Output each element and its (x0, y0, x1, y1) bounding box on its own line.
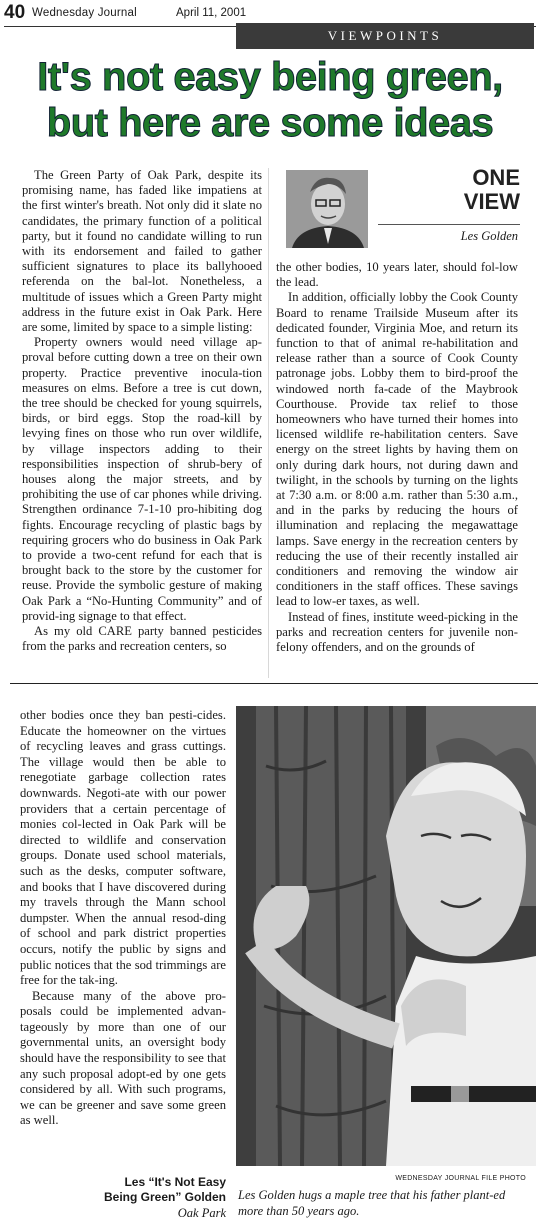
paragraph: As my old CARE party banned pesticides from the parks and recreation centers, so (22, 624, 262, 654)
one-view-label (430, 166, 520, 214)
author-town: Oak Park (177, 1206, 226, 1220)
author-signature (90, 1175, 226, 1205)
article-column-right (276, 260, 518, 655)
column-divider (268, 168, 269, 678)
tree-hug-photo (236, 706, 536, 1166)
paragraph: In addition, officially lobby the Cook County Board to rename Trailside Museum after its dedicated founder, Virginia Moe, and return its function to that of animal re-habilitation and release rather than a source of Cook County patronage jobs. Lobby them to bird-proof the windowed north fa-cade of the Maybrook Courthouse. Provide tax relief to those homeowners who have turned their homes into licensed wildlife re-habilitation centers. Save energy on the street lights by having them on only during dark hours, not during dawn and twilight, in the schools by turning on the lights at 7:30 a.m. or 8:00 a.m. rather than 5:30 a.m., and in the parks by reducing the hours of illumination and replacing the megawattage lamps. Save energy in the recreation centers by reducing the use of their recently installed air conditioners and removing the window air conditioners in the staff offices. These savings lead to low-er taxes, as well. (276, 290, 518, 609)
byline: Les Golden (460, 229, 518, 243)
one-view-line-1: ONE (472, 165, 520, 190)
publication-date: April 11, 2001 (176, 7, 247, 19)
section-banner: VIEWPOINTS (236, 23, 534, 49)
byline-rule (378, 224, 520, 225)
signature-line-1: Les “It's Not Easy (124, 1175, 226, 1189)
one-view-line-2: VIEW (463, 189, 520, 214)
paragraph: other bodies once they ban pesti-cides. Educate the homeowner on the virtues of recycling leaves and grass cuttings. The village would then be able to renegotiate garbage collection rates downwards. Negoti-ate with our power providers that a certain percentage of monies col-lected in Oak Park will be directed to wildlife and conservation groups. Donate used school materials, such as the desks, computer software, and books that I have discovered during my travels through the Mann school dumpster. When the annual resod-ding of school and park district properties occurs, notify the public by signs and public notices that the sod trimmings are free for the tak-ing. (20, 708, 226, 988)
article-column-bottom (20, 708, 226, 1129)
paragraph: Instead of fines, institute weed-picking in the parks and recreation centers for juvenile non-felony offenders, and on the grounds of (276, 609, 518, 655)
headline (6, 54, 534, 146)
page-number: 40 (4, 2, 26, 23)
paragraph: the other bodies, 10 years later, should fol-low the lead. (276, 260, 518, 290)
signature-line-2: Being Green” Golden (103, 1190, 226, 1204)
publication-name: Wednesday Journal (32, 7, 137, 19)
paragraph: Property owners would need village ap-proval before cutting down a tree on their own property. Practice preventive inocula-tion measures on elms. Before a tree is cut down, the tree should be checked for young squirrels, birds, or bird eggs. Stop the road-kill by levying fines on those who run over wildlife, by village inspectors adding to their responsibilities inspection of shrub-bery of houses along the major streets, and by prohibiting the use of car phones while driving. Strengthen ordinance 7-1-10 pro-hibiting dog fights. Encourage recycling of plastic bags by requiring grocers who do business in Oak Park to provide a two-cent refund for each that is brought back to the store by the customer for reuse. Provide the symbolic gesture of making Oak Park a “No-Hunting Community” and of provid-ing signage to that effect. (22, 335, 262, 623)
headline-line-2: but here are some ideas (46, 101, 494, 145)
masthead (4, 4, 534, 22)
paragraph: The Green Party of Oak Park, despite its promising name, has faded like impatiens at the first winter's breath. Not only did it slate no candidates, the primary function of a political party, but it found no candidate willing to run with its endorsement and failed to gather sufficient signatures to place its ballyhooed referenda on the bal-lot. Nonetheless, a multitude of issues which a Green Party might address in the future exist in Oak Park. Here are some, limited by space to a simple listing: (22, 168, 262, 335)
article-column-left (22, 168, 262, 655)
photo-caption: Les Golden hugs a maple tree that his father plant-ed more than 50 years ago. (238, 1188, 506, 1218)
author-headshot (286, 170, 368, 248)
paragraph: Because many of the above pro-posals could be implemented advan-tageously by more than one of our governmental units, an oversight body should have the responsibility to see that any such proposal adopt-ed by one gets considered by all. With such programs, we can be greener and save some green as well. (20, 988, 226, 1128)
photo-credit: WEDNESDAY JOURNAL FILE PHOTO (395, 1175, 526, 1182)
section-rule (10, 683, 538, 684)
headline-line-1: It's not easy being green, (37, 55, 503, 99)
